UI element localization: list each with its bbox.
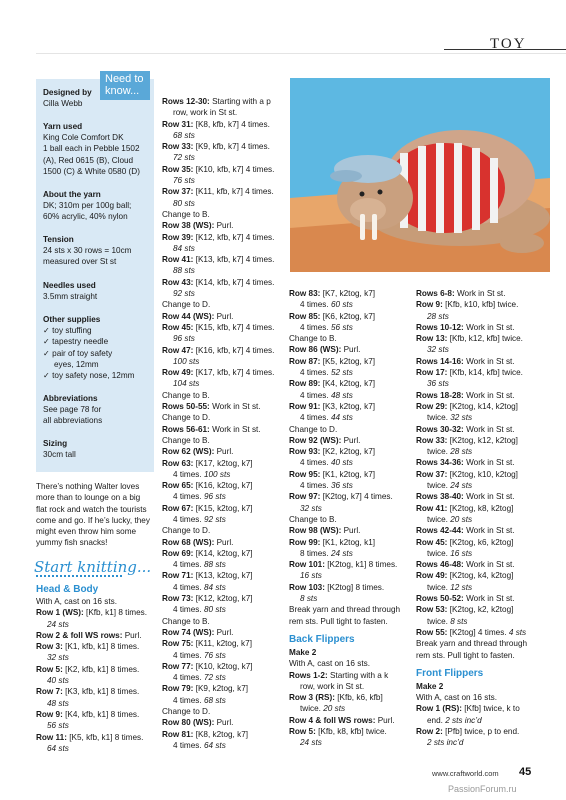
- pattern-column-2: [162, 96, 274, 751]
- pattern-line: Change to B.: [162, 390, 210, 400]
- pattern-line: 92 sts: [173, 289, 195, 299]
- footer-url: www.craftworld.com: [432, 769, 499, 778]
- pattern-line: 100 sts: [173, 356, 200, 366]
- pattern-line: Change to B.: [289, 334, 337, 344]
- pattern-line: Row 74 (WS): Purl.: [162, 627, 234, 637]
- supplies-info: Other supplies ✓ toy stuffing ✓ tapestry needle ✓ pair of toy safety eyes, 12mm ✓ toy safety nose, 12mm: [43, 315, 135, 381]
- pattern-line: Row 2: [Pfb] twice, p to end.: [416, 726, 520, 736]
- pattern-line: Row 9: [Kfb, k10, kfb] twice.: [416, 300, 519, 310]
- pattern-line: Row 38 (WS): Purl.: [162, 221, 234, 231]
- pattern-line: Row 65: [K16, k2tog, k7]: [162, 481, 253, 491]
- pattern-line: Row 77: [K10, k2tog, k7]: [162, 661, 253, 671]
- pattern-line: 4 times. 76 sts: [173, 650, 226, 660]
- pattern-line: Row 7: [K3, kfb, k1] 8 times.: [36, 687, 140, 697]
- dotted-divider: [36, 575, 122, 577]
- pattern-line: 4 times. 92 sts: [173, 514, 226, 524]
- section-label: TOY: [490, 36, 527, 52]
- need-to-know-badge: Need to know...: [100, 71, 150, 100]
- pattern-line: Change to B.: [289, 514, 337, 524]
- pattern-line: Row 29: [K2tog, k14, k2tog]: [416, 401, 518, 411]
- pattern-line: Row 68 (WS): Purl.: [162, 537, 234, 547]
- section-heading: Front Flippers: [416, 667, 484, 679]
- abbreviations-info: Abbreviations See page 78 for all abbreviations: [43, 394, 103, 426]
- pattern-line: 4 times. 44 sts: [300, 413, 353, 423]
- pattern-line: Row 13: [Kfb, k12, kfb] twice.: [416, 334, 523, 344]
- pattern-line: Row 89: [K4, k2tog, k7]: [289, 379, 376, 389]
- head-body-heading: Head & Body: [36, 584, 99, 595]
- pattern-line: twice. 32 sts: [427, 413, 473, 423]
- pattern-line: 80 sts: [173, 198, 195, 208]
- pattern-line: Row 67: [K15, k2tog, k7]: [162, 503, 253, 513]
- pattern-line: 4 times. 60 sts: [300, 300, 353, 310]
- pattern-line: Row 98 (WS): Purl.: [289, 526, 361, 536]
- pattern-line: Row 2 & foll WS rows: Purl.: [36, 630, 142, 640]
- pattern-line: twice. 8 sts: [427, 616, 468, 626]
- pattern-line: Row 63: [K17, k2tog, k7]: [162, 458, 253, 468]
- pattern-line: Rows 56-61: Work in St st.: [162, 424, 261, 434]
- pattern-column-3: [289, 288, 400, 749]
- pattern-line: Change to D.: [162, 707, 211, 717]
- pattern-line: Row 35: [K10, kfb, k7] 4 times.: [162, 164, 275, 174]
- pattern-line: 4 times. 40 sts: [300, 458, 353, 468]
- pattern-line: 32 sts: [300, 503, 322, 513]
- pattern-line: 4 times. 56 sts: [300, 322, 353, 332]
- pattern-line: Row 79: [K9, k2tog, k7]: [162, 684, 249, 694]
- designer-info: Designed by Cilla Webb: [43, 88, 92, 109]
- pattern-line: Break yarn and thread through: [416, 639, 528, 649]
- pattern-line: 72 sts: [173, 153, 195, 163]
- pattern-line: twice. 12 sts: [427, 582, 473, 592]
- pattern-line: 64 sts: [47, 743, 69, 753]
- pattern-line: Rows 14-16: Work in St st.: [416, 356, 515, 366]
- pattern-line: Rows 50-55: Work in St st.: [162, 402, 261, 412]
- pattern-line: Row 97: [K2tog, k7] 4 times.: [289, 492, 393, 502]
- pattern-line: 8 times. 24 sts: [300, 548, 353, 558]
- pattern-line: Row 45: [K15, kfb, k7] 4 times.: [162, 322, 275, 332]
- pattern-line: Change to B.: [162, 616, 210, 626]
- needles-info: Needles used 3.5mm straight: [43, 281, 98, 302]
- pattern-line: rem sts. Pull tight to fasten.: [416, 650, 515, 660]
- start-knitting-heading: Start knitting...: [34, 558, 152, 576]
- pattern-line: 96 sts: [173, 334, 195, 344]
- pattern-line: 8 sts: [300, 594, 318, 604]
- pattern-line: 48 sts: [47, 698, 69, 708]
- pattern-line: Rows 42-44: Work in St st.: [416, 526, 515, 536]
- pattern-line: Row 85: [K6, k2tog, k7]: [289, 311, 376, 321]
- pattern-line: Row 103: [K2tog] 8 times.: [289, 582, 385, 592]
- pattern-line: Row 1 (RS): [Kfb] twice, k to: [416, 704, 520, 714]
- pattern-line: Rows 12-30: Starting with a p: [162, 97, 271, 106]
- walrus-toy-photo: [290, 78, 550, 272]
- pattern-line: Make 2: [289, 647, 317, 657]
- pattern-line: 24 sts: [300, 738, 322, 748]
- pattern-line: Row 41: [K13, kfb, k7] 4 times.: [162, 255, 275, 265]
- pattern-column-1: [36, 596, 147, 754]
- pattern-line: With A, cast on 16 sts.: [36, 597, 117, 606]
- pattern-line: Row 49: [K2tog, k4, k2tog]: [416, 571, 514, 581]
- pattern-line: Row 73: [K12, k2tog, k7]: [162, 594, 253, 604]
- pattern-line: 4 times. 88 sts: [173, 560, 226, 570]
- pattern-line: Rows 18-28: Work in St st.: [416, 390, 515, 400]
- pattern-line: 76 sts: [173, 176, 195, 186]
- about-yarn-info: About the yarn DK; 310m per 100g ball; 60% acrylic, 40% nylon: [43, 190, 132, 222]
- pattern-line: Row 5: [K2, kfb, k1] 8 times.: [36, 664, 140, 674]
- pattern-line: 24 sts: [47, 619, 69, 629]
- pattern-line: Row 33: [K2tog, k12, k2tog]: [416, 435, 518, 445]
- watermark: PassionForum.ru: [448, 784, 517, 794]
- pattern-line: Row 33: [K9, kfb, k7] 4 times.: [162, 142, 270, 152]
- pattern-line: Row 37: [K2tog, k10, k2tog]: [416, 469, 518, 479]
- pattern-line: Change to D.: [162, 526, 211, 536]
- pattern-line: Row 31: [K8, kfb, k7] 4 times.: [162, 119, 270, 129]
- tension-info: Tension 24 sts x 30 rows = 10cm measured over St st: [43, 235, 132, 267]
- pattern-line: 32 sts: [427, 345, 449, 355]
- pattern-line: Row 5: [Kfb, k8, kfb] twice.: [289, 726, 387, 736]
- pattern-line: Row 81: [K8, k2tog, k7]: [162, 729, 249, 739]
- pattern-line: 28 sts: [427, 311, 449, 321]
- pattern-line: Rows 34-36: Work in St st.: [416, 458, 515, 468]
- pattern-column-4: [416, 288, 527, 749]
- pattern-line: 88 sts: [173, 266, 195, 276]
- pattern-line: Row 44 (WS): Purl.: [162, 311, 234, 321]
- pattern-line: Row 55: [K2tog] 4 times. 4 sts: [416, 627, 527, 637]
- pattern-line: end. 2 sts inc’d: [427, 715, 482, 725]
- sizing-info: Sizing 30cm tall: [43, 439, 76, 460]
- intro-paragraph: There’s nothing Walter loves more than to lounge on a big flat rock and watch the tourists come and go. If he’s lucky, they might even throw him some yummy fish snacks!: [36, 482, 150, 548]
- pattern-line: Row 1 (WS): [Kfb, k1] 8 times.: [36, 608, 148, 618]
- pattern-line: 68 sts: [173, 130, 195, 140]
- pattern-line: Row 11: [K5, kfb, k1] 8 times.: [36, 732, 144, 742]
- pattern-line: Break yarn and thread through: [289, 605, 401, 615]
- pattern-line: Row 17: [Kfb, k14, kfb] twice.: [416, 368, 523, 378]
- pattern-line: Row 87: [K5, k2tog, k7]: [289, 356, 376, 366]
- pattern-line: 16 sts: [300, 571, 322, 581]
- section-heading: Back Flippers: [289, 633, 355, 645]
- pattern-line: 4 times. 84 sts: [173, 582, 226, 592]
- pattern-line: 4 times. 48 sts: [300, 390, 353, 400]
- pattern-line: row, work in St st.: [300, 681, 365, 691]
- pattern-line: twice. 28 sts: [427, 447, 473, 457]
- pattern-line: Rows 1-2: Starting with a k: [289, 670, 389, 680]
- pattern-line: rem sts. Pull tight to fasten.: [289, 616, 388, 626]
- pattern-line: Row 53: [K2tog, k2, k2tog]: [416, 605, 514, 615]
- pattern-line: Row 75: [K11, k2tog, k7]: [162, 639, 252, 649]
- pattern-line: Change to B.: [162, 209, 210, 219]
- header-rule: [36, 53, 566, 54]
- pattern-line: Change to D.: [162, 413, 211, 423]
- pattern-line: 104 sts: [173, 379, 200, 389]
- pattern-line: 32 sts: [47, 653, 69, 663]
- pattern-line: Row 99: [K1, k2tog, k1]: [289, 537, 376, 547]
- pattern-line: twice. 20 sts: [300, 704, 346, 714]
- pattern-line: Rows 10-12: Work in St st.: [416, 322, 515, 332]
- pattern-line: Rows 38-40: Work in St st.: [416, 492, 515, 502]
- pattern-line: Row 71: [K13, k2tog, k7]: [162, 571, 253, 581]
- yarn-info: Yarn used King Cole Comfort DK 1 ball each in Pebble 1502 (A), Red 0615 (B), Cloud 1500 (C) & White 0580 (D): [43, 122, 140, 176]
- pattern-line: Row 4 & foll WS rows: Purl.: [289, 715, 395, 725]
- pattern-line: Row 3 (RS): [Kfb, k6, kfb]: [289, 693, 383, 703]
- pattern-line: Row 45: [K2tog, k6, k2tog]: [416, 537, 514, 547]
- page-number: 45: [519, 766, 532, 778]
- pattern-line: 56 sts: [47, 721, 69, 731]
- pattern-line: 2 sts inc’d: [427, 738, 464, 748]
- pattern-line: 4 times. 36 sts: [300, 481, 353, 491]
- pattern-line: twice. 20 sts: [427, 514, 473, 524]
- pattern-line: Row 80 (WS): Purl.: [162, 718, 234, 728]
- pattern-line: Row 83: [K7, k2tog, k7]: [289, 289, 376, 298]
- pattern-line: Row 47: [K16, kfb, k7] 4 times.: [162, 345, 275, 355]
- pattern-line: With A, cast on 16 sts.: [416, 693, 497, 703]
- pattern-line: Row 9: [K4, kfb, k1] 8 times.: [36, 709, 140, 719]
- pattern-line: Row 93: [K2, k2tog, k7]: [289, 447, 376, 457]
- pattern-line: 4 times. 68 sts: [173, 695, 226, 705]
- pattern-line: 4 times. 64 sts: [173, 740, 226, 750]
- pattern-line: 4 times. 96 sts: [173, 492, 226, 502]
- pattern-line: Row 101: [K2tog, k1] 8 times.: [289, 560, 398, 570]
- pattern-line: Row 69: [K14, k2tog, k7]: [162, 548, 253, 558]
- pattern-line: 84 sts: [173, 243, 195, 253]
- pattern-line: Change to D.: [162, 300, 211, 310]
- pattern-line: Row 92 (WS): Purl.: [289, 435, 361, 445]
- pattern-line: twice. 24 sts: [427, 481, 473, 491]
- pattern-line: Row 91: [K3, k2tog, k7]: [289, 401, 376, 411]
- pattern-line: 40 sts: [47, 676, 69, 686]
- pattern-line: 4 times. 80 sts: [173, 605, 226, 615]
- pattern-line: Row 49: [K17, kfb, k7] 4 times.: [162, 368, 275, 378]
- pattern-line: Row 3: [K1, kfb, k1] 8 times.: [36, 642, 140, 652]
- pattern-line: Row 39: [K12, kfb, k7] 4 times.: [162, 232, 275, 242]
- pattern-line: 36 sts: [427, 379, 449, 389]
- pattern-line: Row 95: [K1, k2tog, k7]: [289, 469, 376, 479]
- pattern-line: Rows 6-8: Work in St st.: [416, 289, 506, 298]
- pattern-line: twice. 16 sts: [427, 548, 473, 558]
- pattern-line: Make 2: [416, 681, 444, 691]
- pattern-line: Row 62 (WS): Purl.: [162, 447, 234, 457]
- pattern-line: Rows 50-52: Work in St st.: [416, 594, 515, 604]
- pattern-line: Change to D.: [289, 424, 338, 434]
- pattern-line: Change to B.: [162, 435, 210, 445]
- pattern-line: Row 43: [K14, kfb, k7] 4 times.: [162, 277, 275, 287]
- pattern-line: With A, cast on 16 sts.: [289, 659, 370, 669]
- pattern-line: Rows 30-32: Work in St st.: [416, 424, 515, 434]
- pattern-line: 4 times. 72 sts: [173, 673, 226, 683]
- pattern-line: Row 41: [K2tog, k8, k2tog]: [416, 503, 514, 513]
- pattern-line: row, work in St st.: [173, 108, 238, 118]
- pattern-line: 4 times. 52 sts: [300, 368, 353, 378]
- pattern-line: Rows 46-48: Work in St st.: [416, 560, 515, 570]
- pattern-line: Row 37: [K11, kfb, k7] 4 times.: [162, 187, 274, 197]
- pattern-line: Row 86 (WS): Purl.: [289, 345, 361, 355]
- pattern-line: 4 times. 100 sts: [173, 469, 231, 479]
